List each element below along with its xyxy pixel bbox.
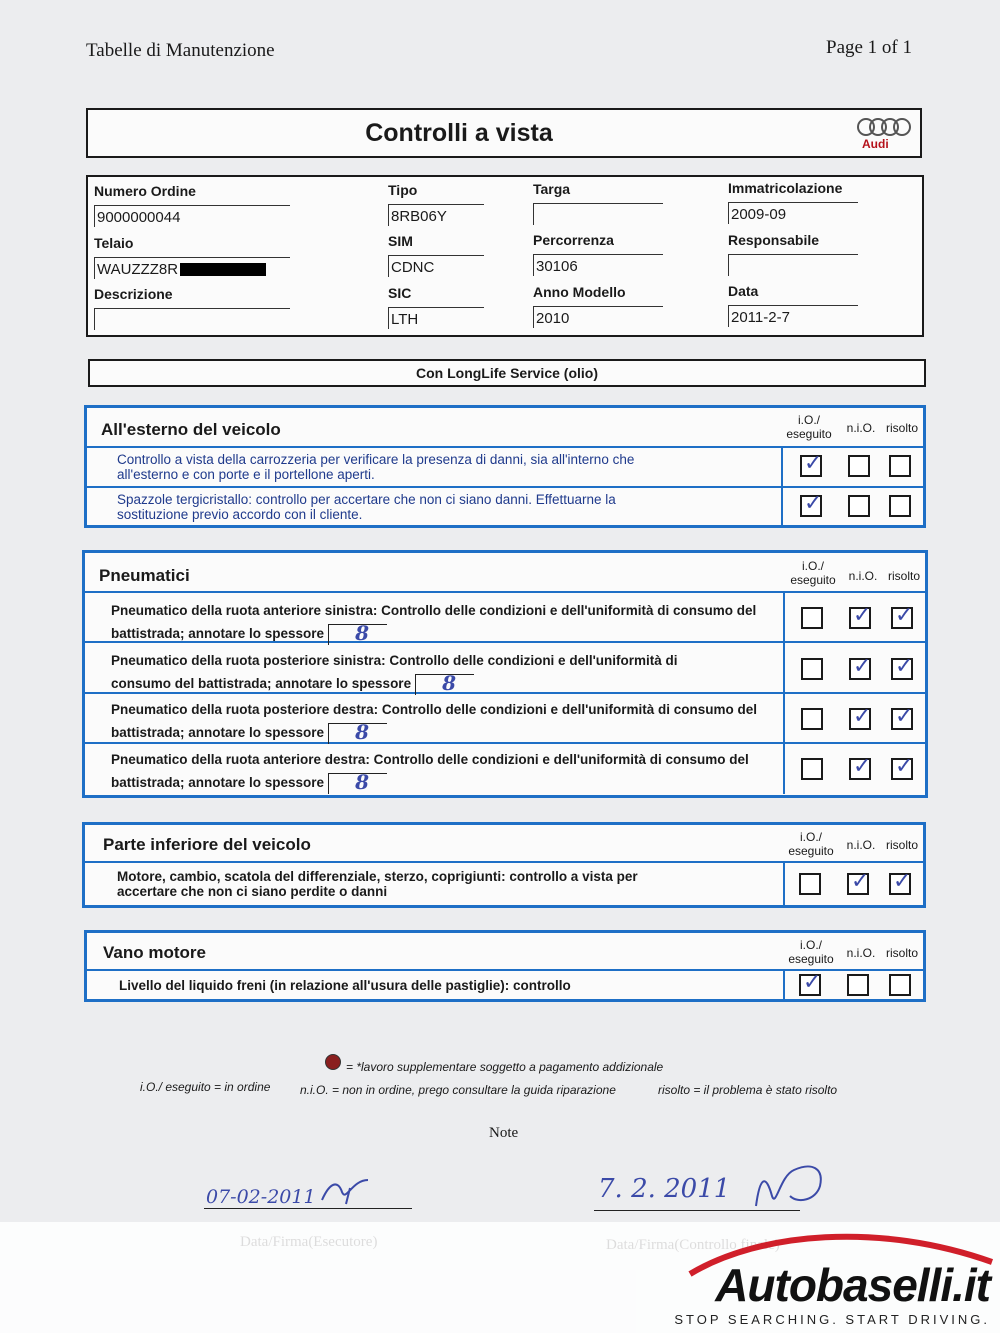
field-tipo: 8RB06Y bbox=[388, 204, 484, 226]
col-io: i.O./ eseguito bbox=[786, 413, 832, 441]
label-numero-ordine: Numero Ordine bbox=[94, 183, 196, 199]
checkbox-nio[interactable] bbox=[849, 654, 872, 680]
redaction-bar bbox=[180, 263, 266, 276]
service-banner: Con LongLife Service (olio) bbox=[88, 359, 926, 387]
check-row bbox=[85, 744, 925, 794]
checkbox-risolto[interactable] bbox=[891, 754, 914, 780]
legend-star: = *lavoro supplementare soggetto a pagamento addizionale bbox=[346, 1060, 664, 1074]
form-title-box bbox=[86, 108, 922, 158]
label-responsabile: Responsabile bbox=[728, 232, 820, 248]
final-check-date: 7. 2. 2011 bbox=[598, 1174, 731, 1204]
row-description: Pneumatico della ruota posteriore sinistra: Controllo delle condizioni e dell'uniformità di consumo del battistrada; annotare lo spessore bbox=[111, 653, 678, 691]
checkbox-risolto[interactable] bbox=[891, 704, 914, 730]
checkbox-nio[interactable] bbox=[848, 495, 870, 517]
checkbox-io[interactable] bbox=[801, 607, 823, 629]
section-title: Parte inferiore del veicolo bbox=[103, 835, 311, 854]
row-description: Pneumatico della ruota anteriore destra: Controllo delle condizioni e dell'uniformità di consumo del battistrada; annotare lo spessore bbox=[111, 752, 749, 790]
checkbox-nio[interactable] bbox=[849, 603, 872, 629]
field-percorrenza: 30106 bbox=[533, 254, 663, 276]
legend-nio: n.i.O. = non in ordine, prego consultare la guida riparazione bbox=[300, 1083, 616, 1097]
form-title: Controlli a vista bbox=[365, 119, 553, 147]
thickness-field bbox=[415, 670, 474, 695]
label-sic: SIC bbox=[388, 285, 412, 301]
checkbox-io[interactable] bbox=[800, 491, 823, 517]
row-text bbox=[111, 649, 731, 695]
final-check-signature-line bbox=[594, 1210, 800, 1211]
label-sim: SIM bbox=[388, 233, 413, 249]
section-vano-motore bbox=[84, 930, 926, 1002]
label-anno-modello: Anno Modello bbox=[533, 284, 626, 300]
checkbox-io[interactable] bbox=[800, 451, 823, 477]
checkbox-nio[interactable] bbox=[847, 974, 869, 996]
checkmark-icon: ✓ bbox=[803, 970, 822, 995]
thickness-value: 8 bbox=[355, 719, 369, 744]
checkbox-risolto[interactable] bbox=[889, 455, 911, 477]
label-telaio: Telaio bbox=[94, 235, 134, 251]
row-text: Livello del liquido freni (in relazione all'usura delle pastiglie): controllo bbox=[119, 978, 571, 993]
row-text bbox=[111, 748, 773, 794]
field-sic: LTH bbox=[388, 307, 484, 329]
check-row bbox=[85, 643, 925, 694]
checkbox-nio[interactable] bbox=[847, 869, 870, 895]
row-text: Controllo a vista della carrozzeria per verificare la presenza di danni, sia all'interno che all'esterno e con porte e il portellone aperti. bbox=[117, 452, 635, 482]
label-percorrenza: Percorrenza bbox=[533, 232, 614, 248]
col-risolto: risolto bbox=[885, 421, 918, 435]
audi-brand-text: Audi bbox=[862, 137, 889, 151]
col-nio: n.i.O. bbox=[846, 421, 876, 435]
watermark-logo: Autobaselli.it bbox=[715, 1259, 990, 1311]
check-row bbox=[85, 861, 923, 905]
col-io: i.O./ eseguito bbox=[788, 938, 834, 966]
field-data: 2011-2-7 bbox=[728, 305, 858, 327]
col-nio: n.i.O. bbox=[846, 838, 876, 852]
checkbox-nio[interactable] bbox=[849, 704, 872, 730]
executor-signature bbox=[316, 1176, 376, 1211]
section-pneumatici bbox=[82, 550, 928, 798]
section-title: Pneumatici bbox=[99, 566, 190, 585]
label-immatricolazione: Immatricolazione bbox=[728, 180, 843, 196]
checkbox-risolto[interactable] bbox=[889, 974, 911, 996]
col-risolto: risolto bbox=[885, 946, 918, 960]
col-risolto: risolto bbox=[885, 838, 918, 852]
star-icon bbox=[325, 1054, 341, 1070]
label-tipo: Tipo bbox=[388, 182, 418, 198]
row-text bbox=[111, 599, 771, 645]
checkbox-io[interactable] bbox=[799, 873, 821, 895]
section-esterno bbox=[84, 405, 926, 528]
thickness-value: 8 bbox=[355, 769, 369, 794]
note-label: Note bbox=[489, 1125, 519, 1141]
thickness-field bbox=[328, 719, 387, 744]
row-description: Pneumatico della ruota anteriore sinistra: Controllo delle condizioni e dell'uniformità di consumo del battistrada; annotare lo spessore bbox=[111, 603, 757, 641]
field-anno-modello: 2010 bbox=[533, 306, 663, 328]
legend-risolto: risolto = il problema è stato risolto bbox=[658, 1083, 838, 1097]
checkbox-risolto[interactable] bbox=[889, 869, 912, 895]
checkmark-icon: ✓ bbox=[804, 491, 823, 516]
row-text bbox=[111, 698, 773, 744]
page-number: Page 1 of 1 bbox=[826, 37, 913, 58]
checkmark-icon: ✓ bbox=[895, 704, 914, 729]
col-io: i.O./ eseguito bbox=[790, 559, 836, 587]
label-targa: Targa bbox=[533, 181, 571, 197]
checkmark-icon: ✓ bbox=[895, 754, 914, 779]
col-risolto: risolto bbox=[887, 569, 920, 583]
checkmark-icon: ✓ bbox=[853, 754, 872, 779]
checkbox-risolto[interactable] bbox=[891, 654, 914, 680]
checkmark-icon: ✓ bbox=[853, 654, 872, 679]
field-descrizione bbox=[94, 308, 290, 330]
label-data: Data bbox=[728, 283, 759, 299]
col-io: i.O./ eseguito bbox=[788, 830, 834, 858]
check-row bbox=[85, 694, 925, 744]
check-row bbox=[87, 446, 923, 488]
vehicle-info-box bbox=[86, 175, 924, 337]
checkmark-icon: ✓ bbox=[851, 869, 870, 894]
checkbox-io[interactable] bbox=[801, 658, 823, 680]
telaio-value: WAUZZZ8R bbox=[97, 261, 179, 278]
section-parte-inferiore bbox=[82, 822, 926, 908]
page-title: Tabelle di Manutenzione bbox=[86, 40, 275, 61]
col-nio: n.i.O. bbox=[848, 569, 878, 583]
checkbox-risolto[interactable] bbox=[889, 495, 911, 517]
executor-date: 07-02-2011 bbox=[206, 1186, 316, 1208]
field-sim: CDNC bbox=[388, 255, 484, 277]
row-text: Spazzole tergicristallo: controllo per accertare che non ci siano danni. Effettuarne la sostituzione previo accordo con il cliente. bbox=[117, 492, 616, 522]
thickness-value: 8 bbox=[355, 620, 369, 645]
thickness-value: 8 bbox=[442, 670, 456, 695]
check-row bbox=[85, 591, 925, 643]
legend-io: i.O./ eseguito = in ordine bbox=[140, 1080, 271, 1094]
section-title: Vano motore bbox=[103, 943, 206, 962]
checkbox-risolto[interactable] bbox=[891, 603, 914, 629]
checkmark-icon: ✓ bbox=[804, 451, 823, 476]
field-immatricolazione: 2009-09 bbox=[728, 202, 858, 224]
executor-signature-line bbox=[204, 1208, 412, 1209]
checkmark-icon: ✓ bbox=[895, 603, 914, 628]
thickness-field bbox=[328, 769, 387, 794]
watermark-tagline: STOP SEARCHING. START DRIVING. bbox=[674, 1312, 990, 1327]
checkmark-icon: ✓ bbox=[893, 869, 912, 894]
field-numero-ordine: 9000000044 bbox=[94, 205, 290, 227]
checkmark-icon: ✓ bbox=[853, 603, 872, 628]
final-check-signature bbox=[750, 1156, 830, 1217]
field-responsabile bbox=[728, 254, 858, 276]
row-description: Pneumatico della ruota posteriore destra: Controllo delle condizioni e dell'uniformità di consumo del battistrada; annotare lo spessore bbox=[111, 702, 758, 740]
checkbox-nio[interactable] bbox=[849, 754, 872, 780]
col-nio: n.i.O. bbox=[846, 946, 876, 960]
check-row bbox=[87, 488, 923, 525]
checkbox-io[interactable] bbox=[799, 970, 822, 996]
field-targa bbox=[533, 203, 663, 225]
audi-logo bbox=[854, 115, 914, 151]
label-descrizione: Descrizione bbox=[94, 286, 173, 302]
checkmark-icon: ✓ bbox=[853, 704, 872, 729]
checkbox-nio[interactable] bbox=[848, 455, 870, 477]
row-text: Motore, cambio, scatola del differenziale, sterzo, coprigiunti: controllo a vista per accertare che non ci siano perdite o danni bbox=[117, 869, 638, 899]
thickness-field bbox=[328, 620, 387, 645]
checkbox-io[interactable] bbox=[801, 758, 823, 780]
check-row bbox=[87, 969, 923, 999]
section-title: All'esterno del veicolo bbox=[101, 420, 281, 439]
checkmark-icon: ✓ bbox=[895, 654, 914, 679]
checkbox-io[interactable] bbox=[801, 708, 823, 730]
